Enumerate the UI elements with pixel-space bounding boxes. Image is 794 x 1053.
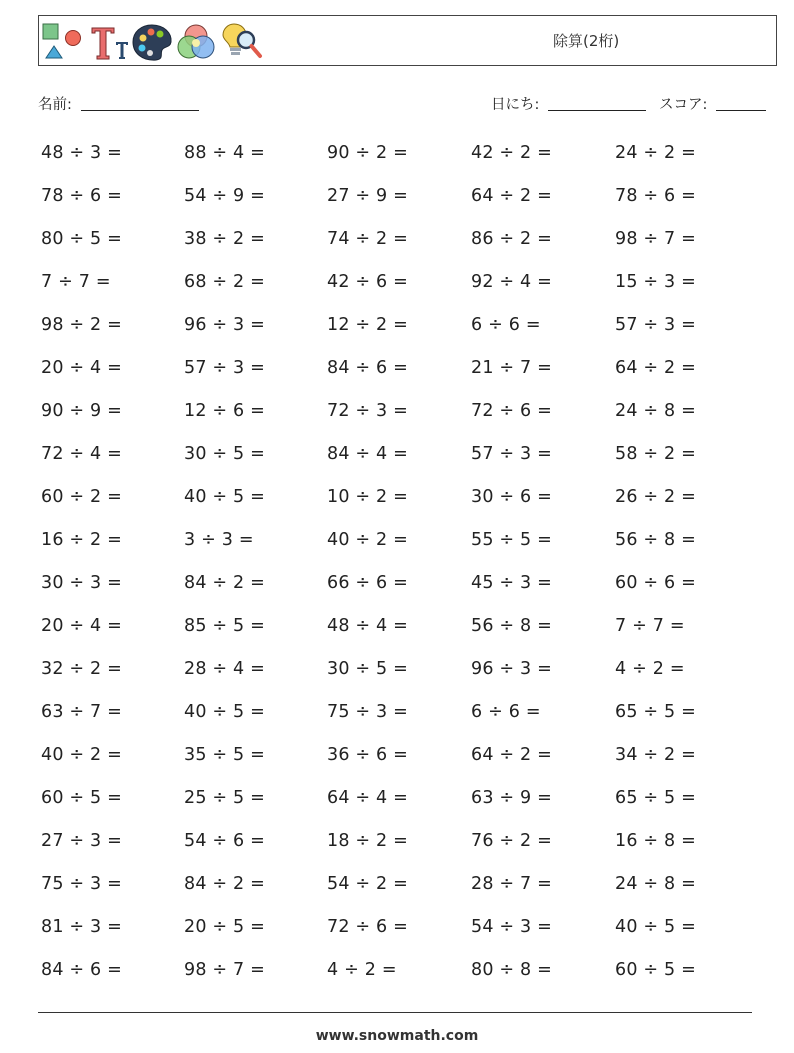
problem-row [41,573,761,597]
division-problem: 6 ÷ 6 = [471,702,541,722]
name-field [38,93,199,114]
division-problem: 16 ÷ 2 = [41,530,123,550]
division-problem: 98 ÷ 7 = [184,960,266,980]
division-problem: 98 ÷ 7 = [615,229,697,249]
problem-row [41,917,761,941]
division-problem: 30 ÷ 6 = [471,487,553,507]
division-problem: 86 ÷ 2 = [471,229,553,249]
date-blank [548,110,646,111]
division-problem: 68 ÷ 2 = [184,272,266,292]
division-problem: 66 ÷ 6 = [327,573,409,593]
division-problem: 75 ÷ 3 = [41,874,123,894]
division-problem: 42 ÷ 6 = [327,272,409,292]
division-problem: 56 ÷ 8 = [615,530,697,550]
division-problem: 40 ÷ 2 = [327,530,409,550]
problem-row [41,874,761,898]
division-problem: 72 ÷ 6 = [471,401,553,421]
footer-site: www.snowmath.com [315,1028,479,1044]
division-problem: 28 ÷ 4 = [184,659,266,679]
division-problem: 7 ÷ 7 = [615,616,685,636]
division-problem: 24 ÷ 2 = [615,143,697,163]
header-box [38,15,777,66]
division-problem: 58 ÷ 2 = [615,444,697,464]
division-problem: 21 ÷ 7 = [471,358,553,378]
division-problem: 3 ÷ 3 = [184,530,254,550]
division-problem: 40 ÷ 2 = [41,745,123,765]
division-problem: 64 ÷ 2 = [471,186,553,206]
problem-row [41,186,761,210]
problem-row [41,444,761,468]
problem-row [41,960,761,984]
division-problem: 75 ÷ 3 = [327,702,409,722]
division-problem: 10 ÷ 2 = [327,487,409,507]
division-problem: 4 ÷ 2 = [615,659,685,679]
division-problem: 96 ÷ 3 = [471,659,553,679]
problem-row [41,745,761,769]
division-problem: 34 ÷ 2 = [615,745,697,765]
name-label: 名前: [38,97,72,113]
division-problem: 90 ÷ 2 = [327,143,409,163]
division-problem: 15 ÷ 3 = [615,272,697,292]
division-problem: 72 ÷ 3 = [327,401,409,421]
color-circles-icon [174,20,218,64]
division-problem: 74 ÷ 2 = [327,229,409,249]
division-problem: 60 ÷ 2 = [41,487,123,507]
header-icons [42,20,272,64]
division-problem: 57 ÷ 3 = [615,315,697,335]
division-problem: 35 ÷ 5 = [184,745,266,765]
division-problem: 84 ÷ 2 = [184,573,266,593]
division-problem: 24 ÷ 8 = [615,401,697,421]
date-label: 日にち: [491,97,540,113]
division-problem: 54 ÷ 6 = [184,831,266,851]
problem-row [41,229,761,253]
division-problem: 80 ÷ 8 = [471,960,553,980]
division-problem: 30 ÷ 3 = [41,573,123,593]
problem-row [41,659,761,683]
division-problem: 6 ÷ 6 = [471,315,541,335]
problem-row [41,272,761,296]
division-problem: 28 ÷ 7 = [471,874,553,894]
division-problem: 63 ÷ 7 = [41,702,123,722]
division-problem: 64 ÷ 4 = [327,788,409,808]
division-problem: 24 ÷ 8 = [615,874,697,894]
division-problem: 36 ÷ 6 = [327,745,409,765]
division-problem: 48 ÷ 4 = [327,616,409,636]
score-field [659,93,766,114]
division-problem: 40 ÷ 5 = [184,702,266,722]
division-problem: 32 ÷ 2 = [41,659,123,679]
division-problem: 64 ÷ 2 = [615,358,697,378]
problem-row [41,143,761,167]
division-problem: 90 ÷ 9 = [41,401,123,421]
division-problem: 98 ÷ 2 = [41,315,123,335]
division-problem: 18 ÷ 2 = [327,831,409,851]
division-problem: 64 ÷ 2 = [471,745,553,765]
score-blank [716,110,766,111]
division-problem: 78 ÷ 6 = [615,186,697,206]
division-problem: 20 ÷ 4 = [41,358,123,378]
problem-row [41,401,761,425]
division-problem: 56 ÷ 8 = [471,616,553,636]
division-problem: 78 ÷ 6 = [41,186,123,206]
division-problem: 42 ÷ 2 = [471,143,553,163]
division-problem: 40 ÷ 5 = [184,487,266,507]
problem-row [41,530,761,554]
shapes-icon [42,20,86,64]
division-problem: 54 ÷ 3 = [471,917,553,937]
division-problem: 84 ÷ 2 = [184,874,266,894]
name-blank [81,110,199,111]
worksheet-title: 除算(2桁) [553,32,620,50]
date-field [491,93,646,114]
division-problem: 63 ÷ 9 = [471,788,553,808]
division-problem: 25 ÷ 5 = [184,788,266,808]
score-label: スコア: [659,97,708,113]
division-problem: 65 ÷ 5 = [615,788,697,808]
division-problem: 12 ÷ 6 = [184,401,266,421]
footer-divider [38,1012,752,1013]
division-problem: 30 ÷ 5 = [184,444,266,464]
division-problem: 92 ÷ 4 = [471,272,553,292]
problem-row [41,831,761,855]
problem-row [41,702,761,726]
division-problem: 81 ÷ 3 = [41,917,123,937]
division-problem: 55 ÷ 5 = [471,530,553,550]
division-problem: 16 ÷ 8 = [615,831,697,851]
text-icon [88,20,132,64]
division-problem: 30 ÷ 5 = [327,659,409,679]
division-problem: 4 ÷ 2 = [327,960,397,980]
division-problem: 84 ÷ 4 = [327,444,409,464]
division-problem: 60 ÷ 5 = [41,788,123,808]
problem-row [41,358,761,382]
division-problem: 84 ÷ 6 = [41,960,123,980]
division-problem: 54 ÷ 9 = [184,186,266,206]
division-problem: 96 ÷ 3 = [184,315,266,335]
division-problem: 76 ÷ 2 = [471,831,553,851]
division-problem: 54 ÷ 2 = [327,874,409,894]
lightbulb-search-icon [220,20,264,64]
division-problem: 38 ÷ 2 = [184,229,266,249]
division-problem: 20 ÷ 4 = [41,616,123,636]
division-problem: 72 ÷ 6 = [327,917,409,937]
problem-row [41,616,761,640]
division-problem: 48 ÷ 3 = [41,143,123,163]
division-problem: 57 ÷ 3 = [184,358,266,378]
division-problem: 40 ÷ 5 = [615,917,697,937]
division-problem: 57 ÷ 3 = [471,444,553,464]
palette-icon [130,20,174,64]
problem-row [41,788,761,812]
division-problem: 65 ÷ 5 = [615,702,697,722]
division-problem: 60 ÷ 5 = [615,960,697,980]
division-problem: 72 ÷ 4 = [41,444,123,464]
division-problem: 85 ÷ 5 = [184,616,266,636]
problem-row [41,487,761,511]
division-problem: 27 ÷ 3 = [41,831,123,851]
division-problem: 45 ÷ 3 = [471,573,553,593]
division-problem: 12 ÷ 2 = [327,315,409,335]
division-problem: 84 ÷ 6 = [327,358,409,378]
division-problem: 88 ÷ 4 = [184,143,266,163]
division-problem: 27 ÷ 9 = [327,186,409,206]
division-problem: 20 ÷ 5 = [184,917,266,937]
division-problem: 26 ÷ 2 = [615,487,697,507]
division-problem: 60 ÷ 6 = [615,573,697,593]
division-problem: 7 ÷ 7 = [41,272,111,292]
problem-row [41,315,761,339]
division-problem: 80 ÷ 5 = [41,229,123,249]
